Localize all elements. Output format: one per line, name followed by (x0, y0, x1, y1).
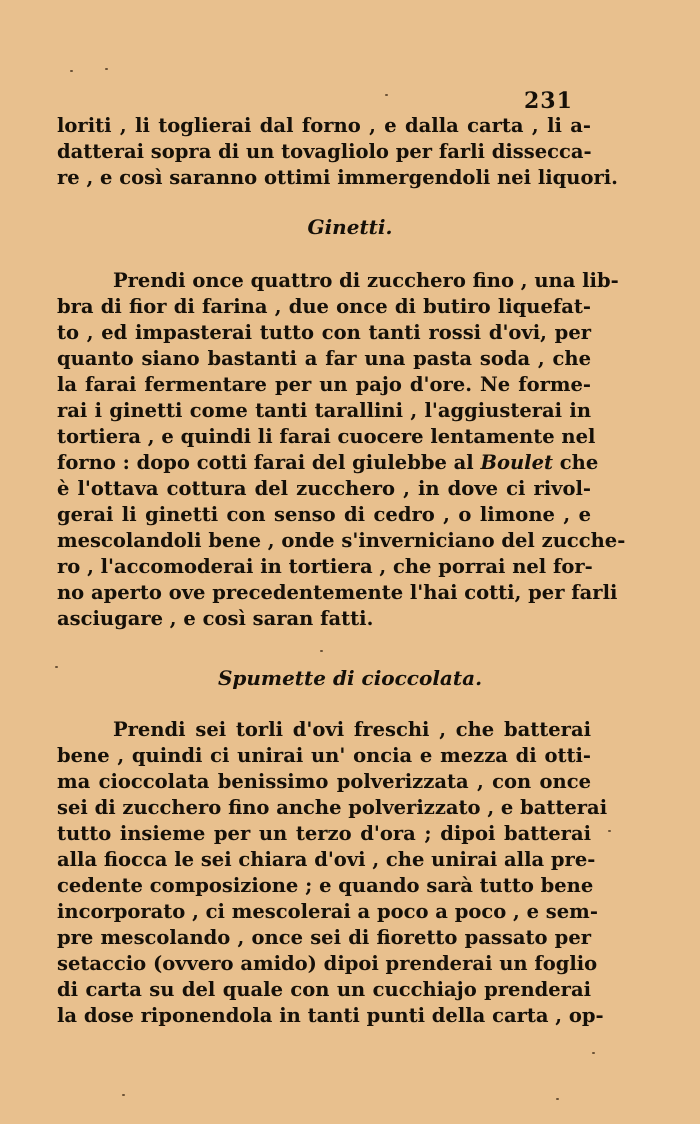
text-line: no aperto ove precedentemente l'hai cotti, per farli (57, 581, 618, 604)
text-line: to , ed impasterai tutto con tanti rossi d'ovi, per (57, 321, 591, 344)
paper-speck (556, 1098, 559, 1100)
text-line: la farai fermentare per un pajo d'ore. Ne forme- (57, 373, 591, 396)
spumette-paragraph (57, 717, 608, 1029)
paper-speck (320, 650, 323, 652)
paper-speck (385, 94, 388, 96)
text-line: di carta su del quale con un cucchiajo prenderai (57, 978, 591, 1001)
text-line: ro , l'accomoderai in tortiera , che porrai nel for- (57, 555, 593, 578)
text-line: quanto siano bastanti a far una pasta soda , che (57, 347, 591, 370)
text-line: rai i ginetti come tanti tarallini , l'aggiusterai in (57, 399, 591, 422)
paper-speck (55, 666, 58, 668)
text-line: pre mescolando , once sei di fioretto passato per (57, 926, 591, 949)
text-fragment: forno : dopo cotti farai del giulebbe al (57, 451, 474, 474)
text-line: tortiera , e quindi li farai cuocere lentamente nel (57, 425, 596, 448)
text-line: alla fiocca le sei chiara d'ovi , che unirai alla pre- (57, 848, 596, 871)
text-line: Prendi once quattro di zucchero fino , una lib- (113, 269, 619, 292)
paper-speck (70, 70, 73, 72)
text-line: mescolandoli bene , onde s'inverniciano del zucche- (57, 529, 626, 552)
text-line: incorporato , ci mescolerai a poco a poco , e sem- (57, 900, 598, 923)
text-line: tutto insieme per un terzo d'ora ; dipoi batterai (57, 822, 591, 845)
text-line: è l'ottava cottura del zucchero , in dove ci rivol- (57, 477, 591, 500)
section-title-spumette: Spumette di cioccolata. (217, 666, 483, 690)
continuation-paragraph (57, 113, 618, 191)
text-line: bra di fior di farina , due once di butiro liquefat- (57, 295, 591, 318)
text-line: datterai sopra di un tovagliolo per farli dissecca- (57, 140, 592, 163)
text-line: asciugare , e così saran fatti. (57, 607, 374, 630)
paper-speck (122, 1094, 125, 1096)
text-line: setaccio (ovvero amido) dipoi prenderai un foglio (57, 952, 598, 975)
text-line: loriti , li toglierai dal forno , e dalla carta , li a- (57, 114, 591, 137)
text-line: ma cioccolata benissimo polverizzata , con once (57, 770, 591, 793)
paper-speck (608, 830, 611, 832)
text-line: sei di zucchero fino anche polverizzato , e batterai (57, 796, 608, 819)
text-line-with-emphasis (57, 450, 599, 476)
text-line: Prendi sei torli d'ovi freschi , che batterai (113, 718, 591, 741)
section-title-ginetti: Ginetti. (307, 215, 393, 239)
text-fragment: che (553, 451, 599, 474)
page-number: 231 (524, 88, 573, 114)
paper-speck (105, 68, 108, 70)
ginetti-paragraph (57, 268, 626, 632)
text-line: gerai li ginetti con senso di cedro , o limone , e (57, 503, 591, 526)
paper-speck (592, 1052, 595, 1054)
text-line: la dose riponendola in tanti punti della carta , op- (57, 1004, 604, 1027)
text-line: cedente composizione ; e quando sarà tutto bene (57, 874, 594, 897)
text-line: bene , quindi ci unirai un' oncia e mezza di otti- (57, 744, 591, 767)
emphasized-word: Boulet (480, 451, 553, 474)
text-line: re , e così saranno ottimi immergendoli nei liquori. (57, 166, 618, 189)
